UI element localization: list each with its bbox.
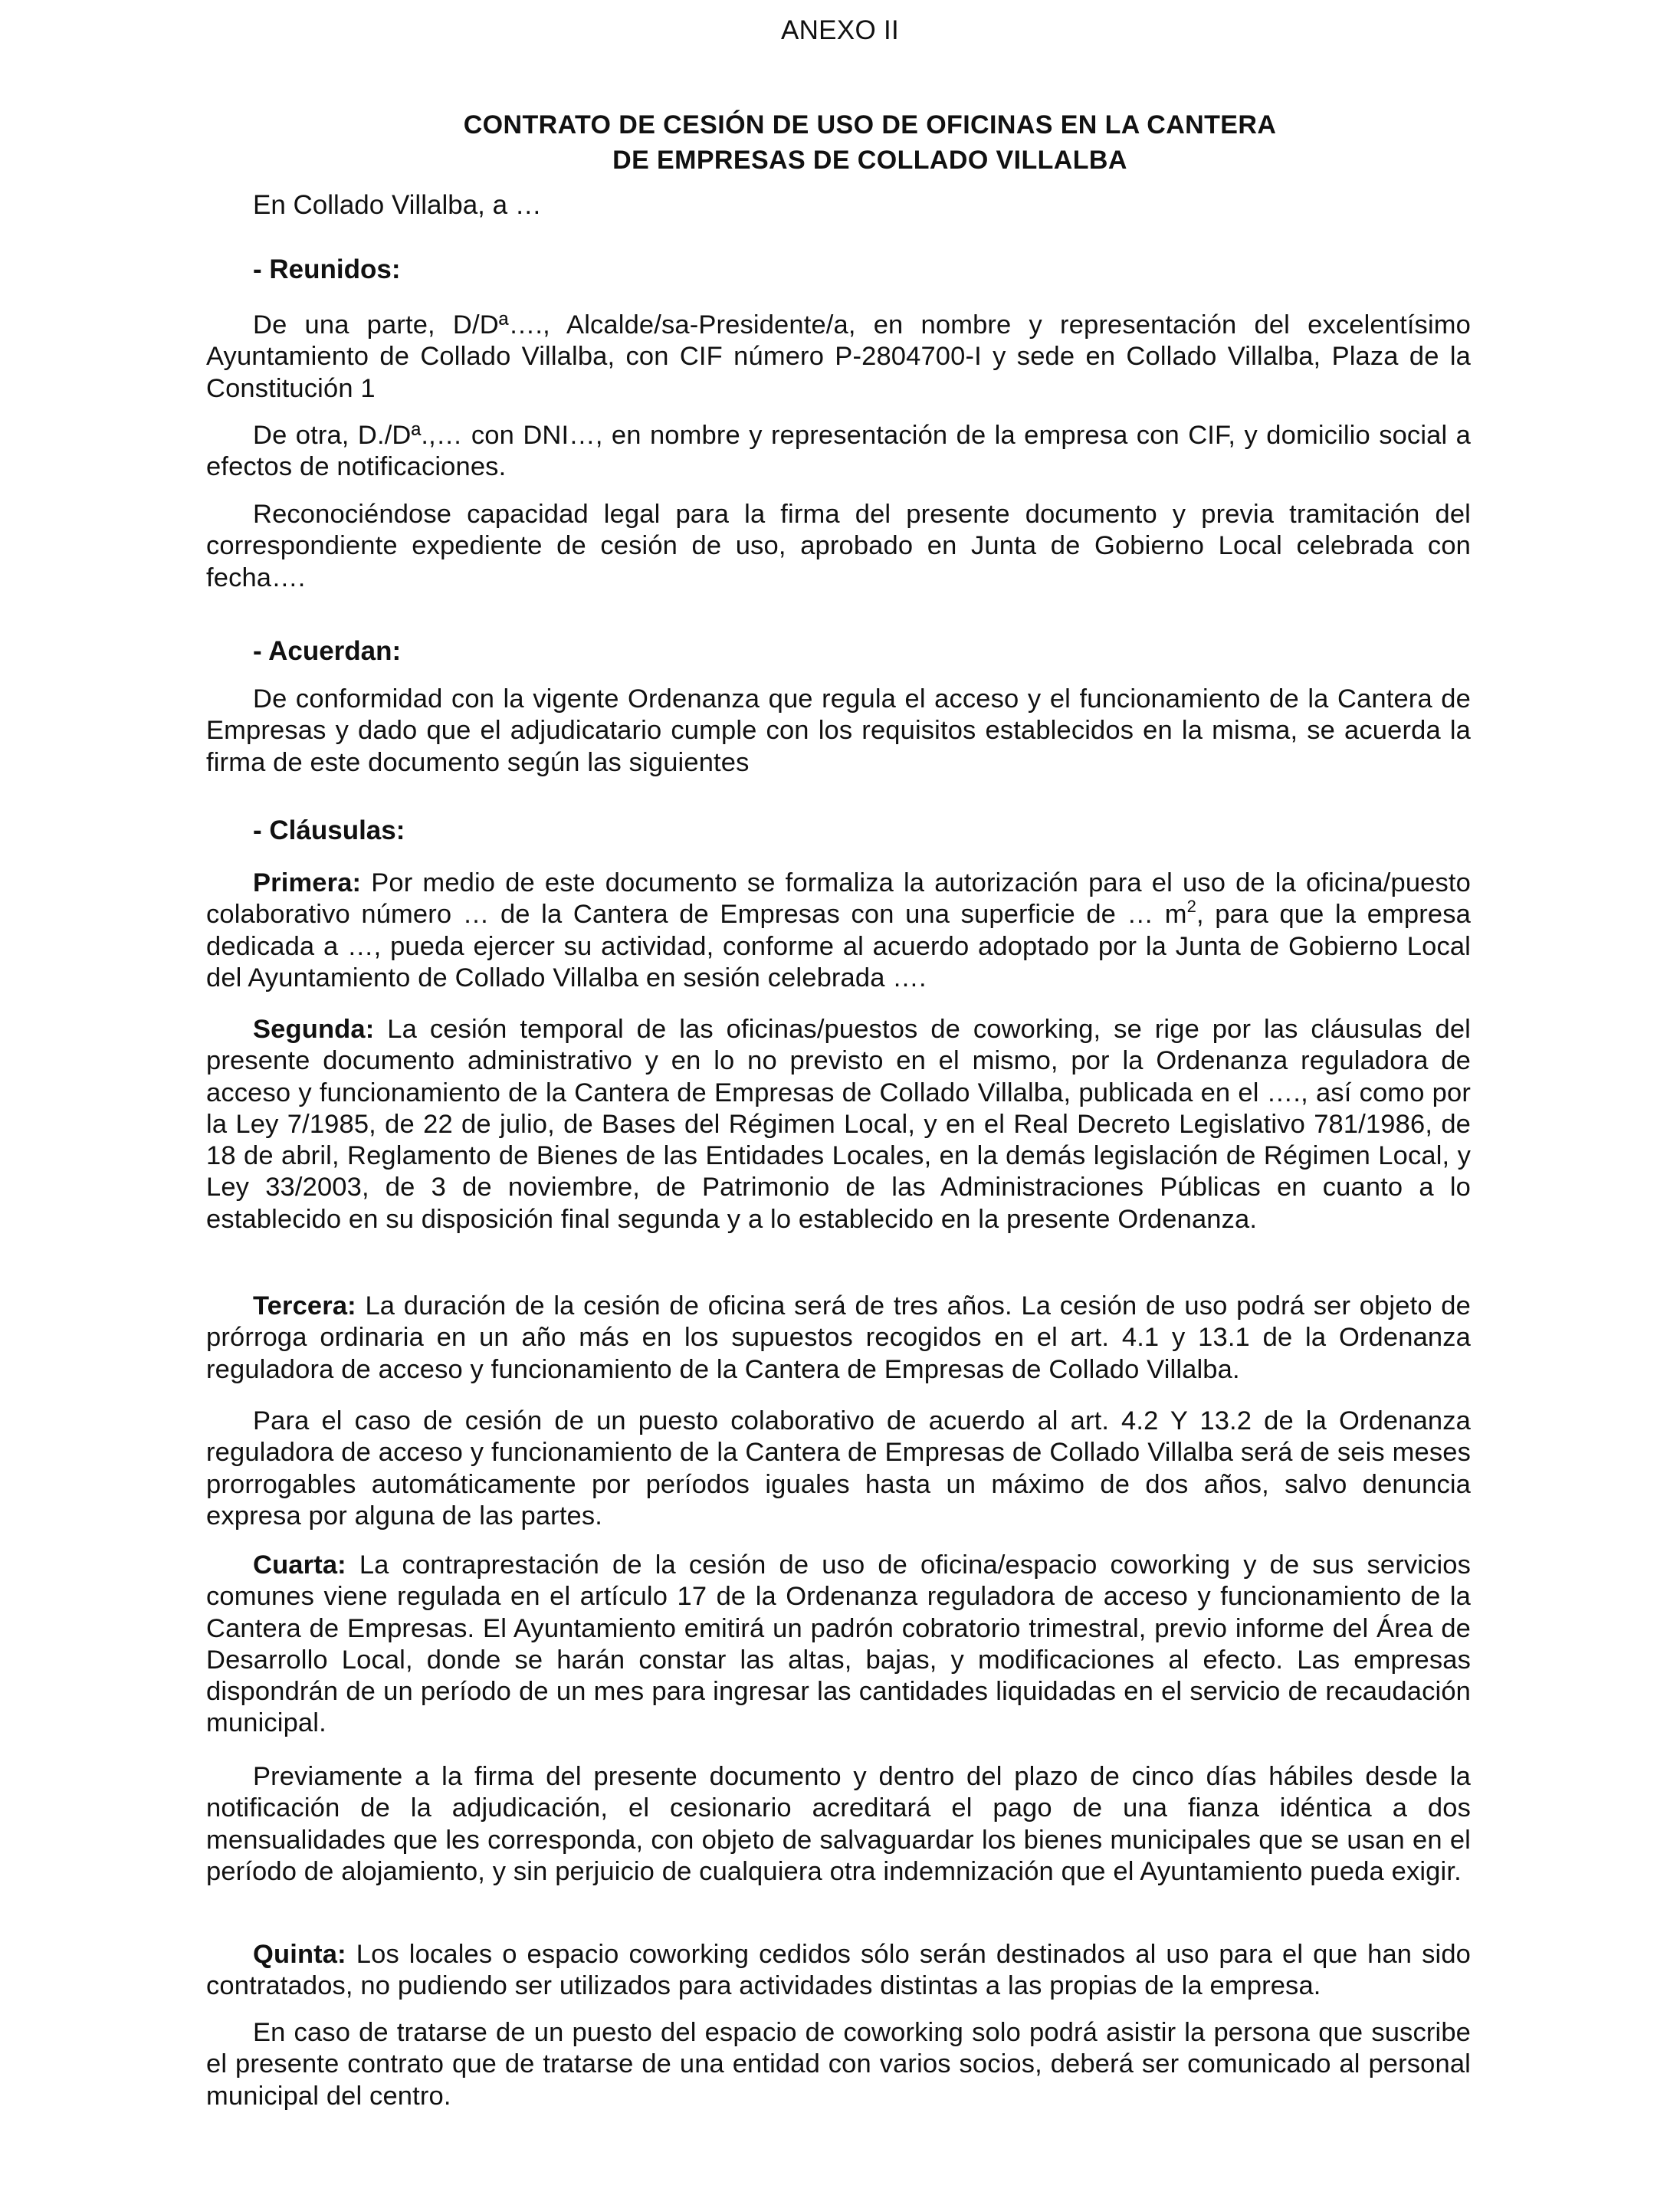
clause-cuarta <box>206 1550 1471 1740</box>
paragraph-cuarta-2: Previamente a la firma del presente documento y dentro del plazo de cinco días hábiles desde la notificación de la adjudicación, el cesionario acreditará el pago de una fianza idéntica a dos mensualidades que les corresponda, con objeto de salvaguardar los bienes municipales que se usan en el período de alojamiento, y sin perjuicio de cualquiera otra indemnización que el Ayuntamiento pueda exigir. <box>206 1762 1471 1886</box>
clause-tercera-label: Tercera: <box>253 1291 356 1321</box>
clause-tercera-text: La duración de la cesión de oficina será de tres años. La cesión de uso podrá ser objeto de prórroga ordinaria en un año más en los supuestos recogidos en el art. 4.1 y 13.1 de la Ordenanza reguladora de acceso y funcionamiento de la Cantera de Empresas de Collado Villalba. <box>206 1291 1471 1384</box>
clause-cuarta-text: La contraprestación de la cesión de uso de oficina/espacio coworking y de sus servicios comunes viene regulada en el artículo 17 de la Ordenanza reguladora de acceso y funcionamiento de la Cantera de Empresas. El Ayuntamiento emitirá un padrón cobratorio trimestral, previo informe del Área de Desarrollo Local, donde se harán constar las altas, bajas, y modificaciones al efecto. Las empresas dispondrán de un período de un mes para ingresar las cantidades liquidadas en el servicio de recaudación municipal. <box>206 1550 1471 1738</box>
paragraph-acuerdan: De conformidad con la vigente Ordenanza que regula el acceso y el funcionamiento de la Cantera de Empresas y dado que el adjudicatario cumple con los requisitos establecidos en la misma, se acuerda la firma de este documento según las siguientes <box>206 684 1471 777</box>
paragraph-reunidos-3: Reconociéndose capacidad legal para la firma del presente documento y previa tramitación del correspondiente expediente de cesión de uso, aprobado en Junta de Gobierno Local celebrada con fecha…. <box>206 500 1471 592</box>
paragraph-tercera-2: Para el caso de cesión de un puesto colaborativo de acuerdo al art. 4.2 Y 13.2 de la Ordenanza reguladora de acceso y funcionamiento de la Cantera de Empresas de Collado Villalba será de seis meses prorrogables automáticamente por períodos iguales hasta un máximo de dos años, salvo denuncia expresa por alguna de las partes. <box>206 1406 1471 1531</box>
clause-primera-text-b: , para que la empresa dedicada a …, pueda ejercer su actividad, conforme al acuerdo adoptado por la Junta de Gobierno Local del Ayuntamiento de Collado Villalba en sesión celebrada …. <box>206 900 1471 993</box>
document-title <box>253 107 1487 178</box>
clause-primera-label: Primera: <box>253 868 362 897</box>
heading-acuerdan: - Acuerdan: <box>253 636 402 666</box>
heading-reunidos: - Reunidos: <box>253 254 401 284</box>
clause-primera <box>206 868 1471 994</box>
clause-primera-text: Por medio de este documento se formaliza la autorización para el uso de la oficina/puesto colaborativo número … de la Cantera de Empresas con una superficie de … m <box>206 868 1471 930</box>
heading-clausulas: - Cláusulas: <box>253 815 405 845</box>
clause-segunda-label: Segunda: <box>253 1015 375 1044</box>
clause-tercera <box>206 1291 1471 1386</box>
place-date: En Collado Villalba, a … <box>253 190 542 220</box>
clause-segunda <box>206 1014 1471 1235</box>
paragraph-quinta-2: En caso de tratarse de un puesto del espacio de coworking solo podrá asistir la persona que suscribe el presente contrato que de tratarse de una entidad con varios socios, deberá ser comunicado al personal municipal del centro. <box>206 2018 1471 2111</box>
superscript-2: 2 <box>1186 897 1196 917</box>
clause-quinta-label: Quinta: <box>253 1940 346 1969</box>
clause-quinta <box>206 1939 1471 2003</box>
paragraph-reunidos-1: De una parte, D/Dª…., Alcalde/sa-Presidente/a, en nombre y representación del excelentísimo Ayuntamiento de Collado Villalba, con CIF número P-2804700-I y sede en Collado Villalba, Plaza de la Constitución 1 <box>206 310 1471 403</box>
paragraph-reunidos-2: De otra, D./Dª.,… con DNI…, en nombre y representación de la empresa con CIF, y domicilio social a efectos de notificaciones. <box>206 421 1471 482</box>
clause-quinta-text: Los locales o espacio coworking cedidos sólo serán destinados al uso para el que han sido contratados, no pudiendo ser utilizados para actividades distintas a las propias de la empresa. <box>206 1940 1471 2001</box>
title-line-2: DE EMPRESAS DE COLLADO VILLALBA <box>612 146 1127 175</box>
title-line-1: CONTRATO DE CESIÓN DE USO DE OFICINAS EN LA CANTERA <box>463 110 1277 139</box>
clause-segunda-text: La cesión temporal de las oficinas/puestos de coworking, se rige por las cláusulas del presente documento administrativo y en lo no previsto en el mismo, por la Ordenanza reguladora de acceso y funcionamiento de la Cantera de Empresas de Collado Villalba, publicada en el …., así como por la Ley 7/1985, de 22 de julio, de Bases del Régimen Local, y en el Real Decreto Legislativo 781/1986, de 18 de abril, Reglamento de Bienes de las Entidades Locales, en la demás legislación de Régimen Local, y Ley 33/2003, de 3 de noviembre, de Patrimonio de las Administraciones Públicas en cuanto a lo establecido en su disposición final segunda y a lo establecido en la presente Ordenanza. <box>206 1015 1471 1234</box>
clause-cuarta-label: Cuarta: <box>253 1550 346 1580</box>
annex-label: ANEXO II <box>780 15 900 45</box>
